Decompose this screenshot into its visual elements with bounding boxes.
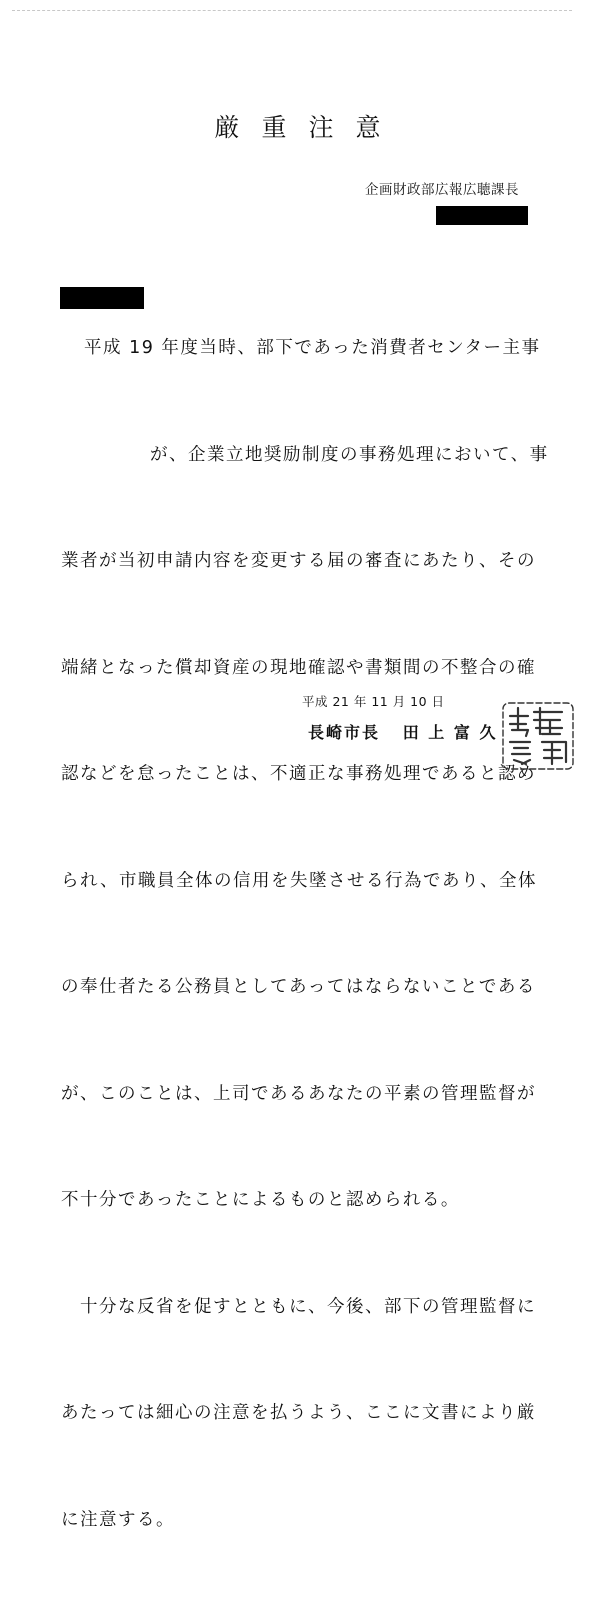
redacted-recipient-name — [436, 206, 528, 225]
body-line: 認などを怠ったことは、不適正な事務処理であると認め — [61, 764, 536, 784]
scan-edge-line — [12, 10, 572, 11]
document-title: 厳重注意 — [214, 113, 403, 142]
body-line: 十分な反省を促すとともに、今後、部下の管理監督に — [80, 1296, 536, 1317]
recipient-title: 企画財政部広報広聴課長 — [365, 182, 519, 198]
body-line: の奉仕者たる公務員としてあってはならないことである — [61, 977, 536, 997]
redacted-staff-name — [60, 287, 144, 309]
body-line: られ、市職員全体の信用を失墜させる行為であり、全体 — [61, 870, 538, 891]
body-line: が、企業立地奨励制度の事務処理において、事 — [150, 444, 549, 465]
body-line: あたっては細心の注意を払うよう、ここに文書により厳 — [61, 1403, 536, 1423]
body-line: 不十分であったことによるものと認められる。 — [61, 1190, 460, 1210]
issue-date: 平成 21 年 11 月 10 日 — [302, 694, 445, 709]
official-seal-icon — [500, 700, 576, 772]
signatory-title: 長崎市長 — [308, 723, 381, 742]
body-line: 端緒となった償却資産の現地確認や書類間の不整合の確 — [61, 657, 536, 678]
signatory-name: 田 上 富 久 — [402, 723, 498, 742]
body-line: 平成 19 年度当時、部下であった消費者センター主事 — [84, 338, 541, 358]
body-line: 業者が当初申請内容を変更する届の審査にあたり、その — [61, 551, 536, 571]
body-line: が、このことは、上司であるあなたの平素の管理監督が — [61, 1083, 536, 1104]
body-paragraphs — [61, 260, 564, 1609]
signatory-line — [308, 720, 497, 743]
body-line: に注意する。 — [61, 1509, 175, 1530]
